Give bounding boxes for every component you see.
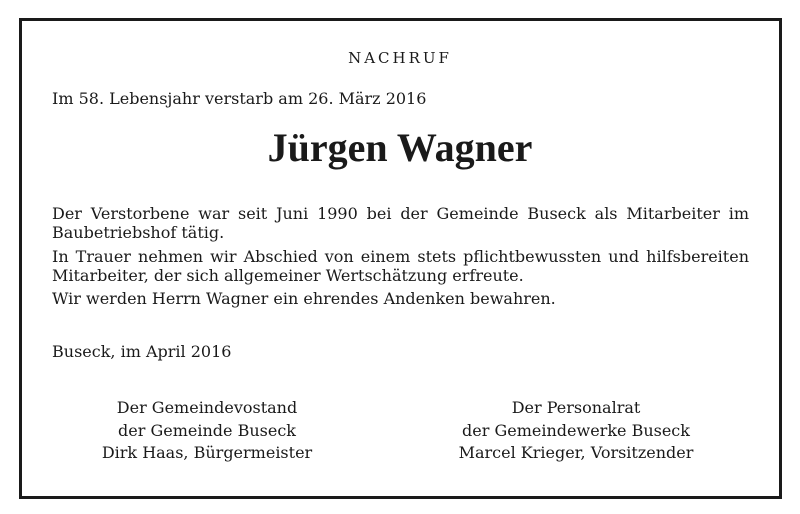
paragraph-remembrance: Wir werden Herrn Wagner ein ehrendes Andenken bewahren. (52, 289, 556, 308)
signature-right-line1: Der Personalrat (511, 398, 641, 417)
death-date-line: Im 58. Lebensjahr verstarb am 26. März 2016 (52, 89, 427, 108)
signature-left-line1: Der Gemeindevostand (116, 398, 298, 417)
paragraph-mourning: In Trauer nehmen wir Abschied von einem stets pflichtbewussten und hilfsbereiten Mitarbeiter, der sich allgemeiner Wertschätzung erfreute. (52, 247, 749, 285)
signature-right-line2: der Gemeindewerke Buseck (462, 421, 690, 440)
signature-left-line2: der Gemeinde Buseck (118, 421, 296, 440)
deceased-name: Jürgen Wagner (267, 125, 533, 170)
signature-right-line3: Marcel Krieger, Vorsitzender (458, 443, 694, 462)
paragraph-employment: Der Verstorbene war seit Juni 1990 bei der Gemeinde Buseck als Mitarbeiter im Baubetriebshof tätig. (52, 204, 749, 242)
place-date: Buseck, im April 2016 (52, 342, 232, 361)
notice-heading: NACHRUF (348, 49, 452, 67)
signature-left-line3: Dirk Haas, Bürgermeister (101, 443, 313, 462)
